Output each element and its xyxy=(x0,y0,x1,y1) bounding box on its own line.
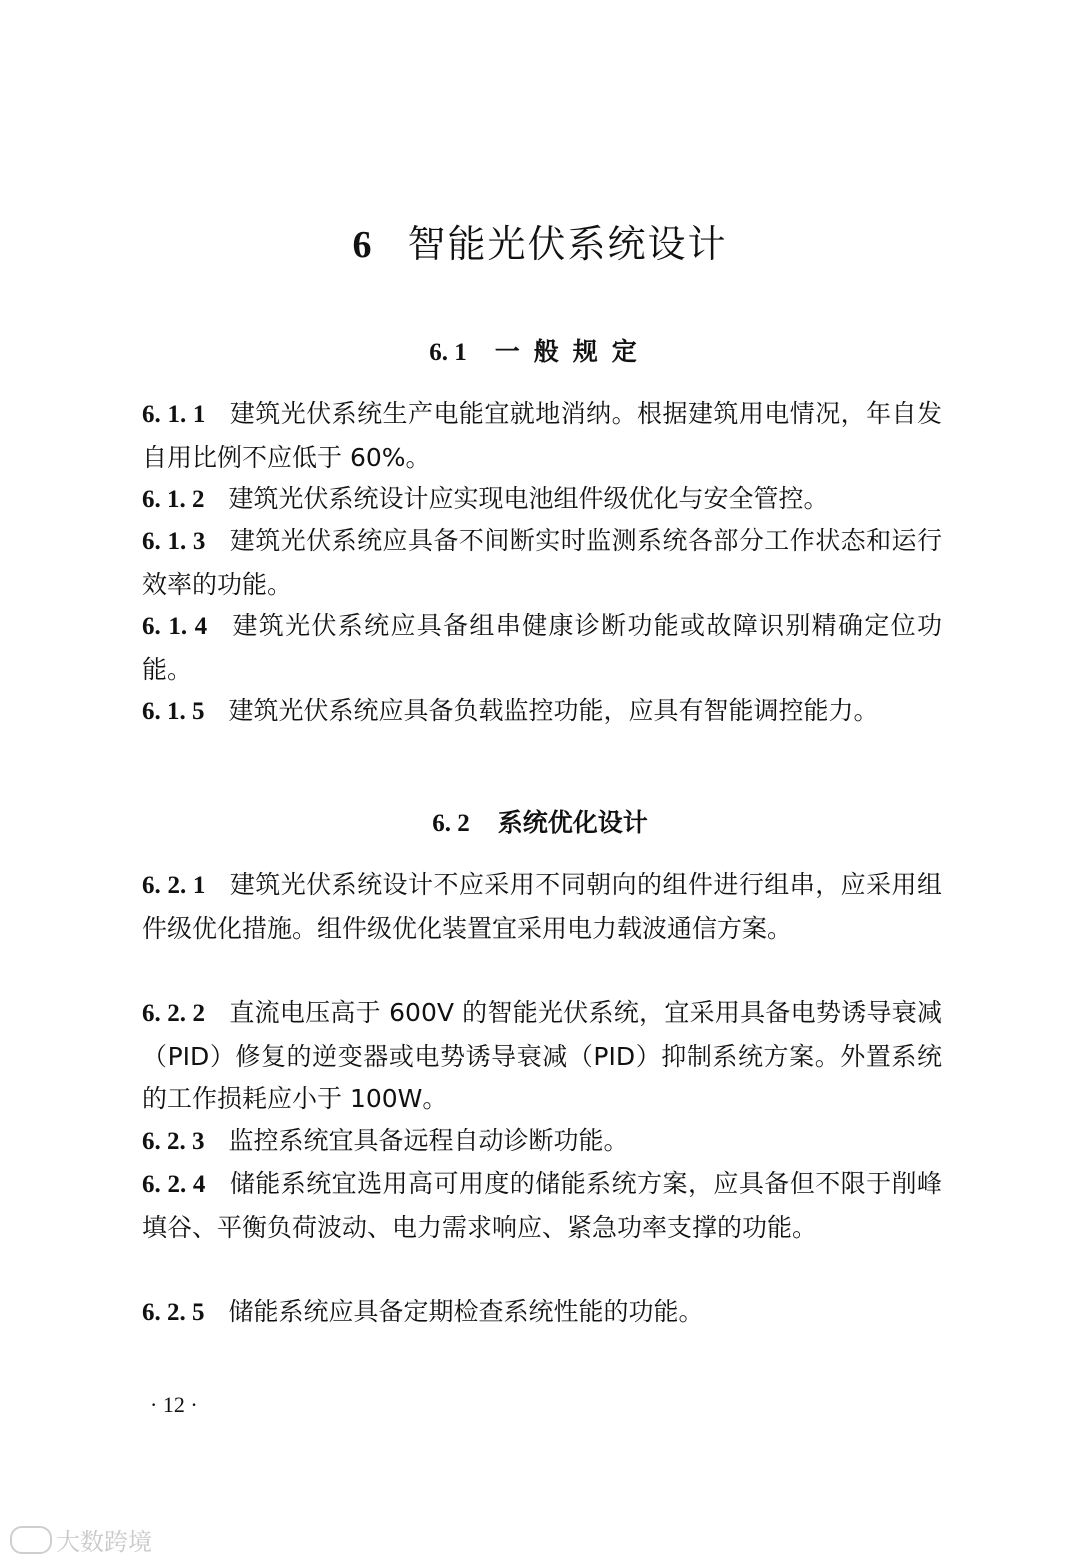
clause-number: 6. 1. 4 xyxy=(142,613,208,640)
clause-number: 6. 1. 1 xyxy=(142,401,206,428)
clause-6-2-2 xyxy=(142,992,942,1121)
clause-number: 6. 2. 4 xyxy=(142,1171,206,1198)
watermark-text: 大数跨境 xyxy=(56,1528,152,1556)
clause-text: 监控系统宜具备远程自动诊断功能。 xyxy=(228,1126,629,1155)
watermark xyxy=(10,1522,152,1557)
clause-number: 6. 1. 5 xyxy=(142,698,205,725)
chapter-title-text: 智能光伏系统设计 xyxy=(407,222,728,266)
chapter-number: 6 xyxy=(352,224,374,266)
clause-6-2-4 xyxy=(142,1163,942,1249)
clause-text: 建筑光伏系统应具备不间断实时监测系统各部分工作状态和运行效率的功能。 xyxy=(142,526,942,599)
section-number: 6. 1 xyxy=(429,339,467,366)
chapter-title xyxy=(0,213,1080,268)
clause-text: 储能系统应具备定期检查系统性能的功能。 xyxy=(228,1297,704,1326)
clause-text: 建筑光伏系统应具备负载监控功能，应具有智能调控能力。 xyxy=(228,696,879,725)
clause-6-2-1 xyxy=(142,864,942,950)
clause-text: 建筑光伏系统生产电能宜就地消纳。根据建筑用电情况，年自发自用比例不应低于 60%。 xyxy=(142,399,942,472)
section-title: 系统优化设计 xyxy=(497,808,648,837)
section-heading-6-2 xyxy=(0,803,1080,839)
clause-text: 建筑光伏系统设计不应采用不同朝向的组件进行组串，应采用组件级优化措施。组件级优化装置宜采用电力载波通信方案。 xyxy=(142,870,942,943)
clause-number: 6. 2. 1 xyxy=(142,872,206,899)
clause-number: 6. 1. 3 xyxy=(142,528,206,555)
clause-6-1-5 xyxy=(142,690,942,734)
clause-number: 6. 2. 5 xyxy=(142,1299,205,1326)
clause-6-1-3 xyxy=(142,520,942,606)
clause-text: 直流电压高于 600V 的智能光伏系统，宜采用具备电势诱导衰减（PID）修复的逆变器或电势诱导衰减（PID）抑制系统方案。外置系统的工作损耗应小于 100W。 xyxy=(142,998,943,1113)
clause-number: 6. 2. 3 xyxy=(142,1128,205,1155)
watermark-logo-icon xyxy=(10,1526,52,1554)
clause-text: 储能系统宜选用高可用度的储能系统方案，应具备但不限于削峰填谷、平衡负荷波动、电力需求响应、紧急功率支撑的功能。 xyxy=(142,1169,942,1242)
clause-6-1-4 xyxy=(142,605,942,691)
clause-number: 6. 1. 2 xyxy=(142,486,205,513)
page-number: · 12 · xyxy=(150,1392,198,1417)
clause-6-2-5 xyxy=(142,1291,942,1335)
section-heading-6-1 xyxy=(0,332,1080,368)
clause-text: 建筑光伏系统应具备组串健康诊断功能或故障识别精确定位功能。 xyxy=(142,611,942,684)
section-title: 一般规定 xyxy=(494,337,651,366)
clause-number: 6. 2. 2 xyxy=(142,1000,206,1027)
clause-6-1-2 xyxy=(142,478,942,522)
clause-6-2-3 xyxy=(142,1120,942,1164)
clause-text: 建筑光伏系统设计应实现电池组件级优化与安全管控。 xyxy=(228,484,829,513)
section-number: 6. 2 xyxy=(432,810,470,837)
clause-6-1-1 xyxy=(142,393,942,479)
